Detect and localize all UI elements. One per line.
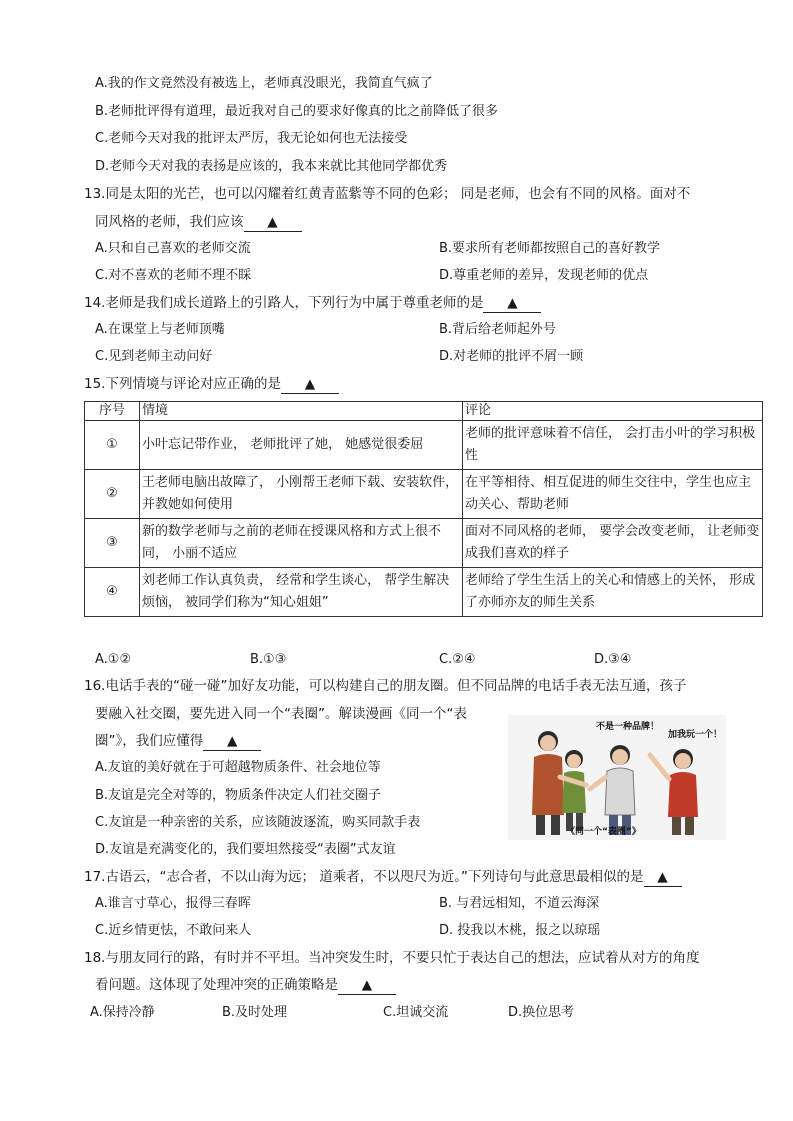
q13-answer-blank[interactable]: ▲ — [244, 214, 302, 232]
q16-stem-line2: 要融入社交圈，要先进入同一个“表圈”。解读漫画《同一个“表 — [95, 706, 467, 722]
cartoon-caption: 《同一个“表圈”》 — [566, 827, 641, 837]
q17-stem-text: 17.古语云，“志合者，不以山海为远； 道乘者，不以咫尺为近。”下列诗句与此意思最相似的是 — [84, 869, 644, 885]
row-number: ④ — [85, 568, 140, 617]
q18-option-c: C.坦诚交流 — [383, 1005, 449, 1020]
q18-option-d: D.换位思考 — [508, 1005, 575, 1020]
q17-option-b: B. 与君远相知，不道云海深 — [439, 896, 600, 911]
q13-option-d: D.尊重老师的差异，发现老师的优点 — [439, 268, 649, 283]
q15-option-d: D.③④ — [594, 652, 632, 667]
q17-answer-blank[interactable]: ▲ — [644, 869, 682, 887]
row-comment: 老师的批评意味着不信任， 会打击小叶的学习积极性 — [463, 421, 763, 470]
table-row — [85, 519, 763, 568]
header-situation: 情境 — [140, 402, 463, 421]
row-situation: 新的数学老师与之前的老师在授课风格和方式上很不同， 小丽不适应 — [140, 519, 463, 568]
q14-option-d: D.对老师的批评不屑一顾 — [439, 349, 584, 364]
row-comment: 在平等相待、相互促进的师生交往中，学生也应主动关心、帮助老师 — [463, 470, 763, 519]
q13-option-a: A.只和自己喜欢的老师交流 — [95, 241, 251, 256]
q15-table — [84, 401, 763, 617]
q12-option-a: A.我的作文竟然没有被选上，老师真没眼光，我简直气疯了 — [95, 76, 433, 91]
q13-option-c: C.对不喜欢的老师不理不睬 — [95, 268, 252, 283]
q16-stem-line3 — [95, 731, 261, 751]
q14-option-c: C.见到老师主动问好 — [95, 349, 213, 364]
row-number: ② — [85, 470, 140, 519]
row-situation: 刘老师工作认真负责， 经常和学生谈心， 帮学生解决烦恼， 被同学们称为“知心姐姐” — [140, 568, 463, 617]
row-number: ③ — [85, 519, 140, 568]
q16-option-b: B.友谊是完全对等的，物质条件决定人们社交圈子 — [95, 788, 382, 803]
q16-answer-blank[interactable]: ▲ — [203, 733, 261, 751]
row-number: ① — [85, 421, 140, 470]
q15-stem-text: 15.下列情境与评论对应正确的是 — [84, 376, 281, 392]
q18-answer-blank[interactable]: ▲ — [338, 977, 396, 995]
q16-option-a: A.友谊的美好就在于可超越物质条件、社会地位等 — [95, 760, 381, 775]
q14-stem-text: 14.老师是我们成长道路上的引路人，下列行为中属于尊重老师的是 — [84, 295, 484, 311]
cartoon-speech-bubble-1: 不是一种品牌！ — [596, 722, 660, 732]
table-row — [85, 470, 763, 519]
cartoon-speech-bubble-2: 加我玩一个！ — [668, 730, 723, 740]
table-row — [85, 421, 763, 470]
q17-stem — [84, 867, 682, 887]
q17-option-c: C.近乡情更怯，不敢问来人 — [95, 923, 252, 938]
q13-stem-line1: 13.同是太阳的光芒，也可以闪耀着红黄青蓝紫等不同的色彩； 同是老师，也会有不同的风格。面对不 — [84, 186, 691, 202]
q14-answer-blank[interactable]: ▲ — [483, 295, 541, 313]
header-comment: 评论 — [463, 402, 763, 421]
table-header-row — [85, 402, 763, 421]
q16-stem-line1: 16.电话手表的“碰一碰”加好友功能，可以构建自己的朋友圈。但不同品牌的电话手表无法互通，孩子 — [84, 678, 687, 694]
q18-stem-text: 看问题。这体现了处理冲突的正确策略是 — [95, 977, 338, 993]
q15-option-c: C.②④ — [439, 652, 476, 667]
row-comment: 老师给了学生生活上的关心和情感上的关怀， 形成了亦师亦友的师生关系 — [463, 568, 763, 617]
header-number: 序号 — [85, 402, 140, 421]
q12-option-d: D.老师今天对我的表扬是应该的，我本来就比其他同学都优秀 — [95, 159, 448, 174]
watch-circle-cartoon — [508, 715, 726, 840]
q18-option-b: B.及时处理 — [222, 1005, 288, 1020]
q15-option-a: A.①② — [95, 652, 132, 667]
q13-stem-text: 同风格的老师，我们应该 — [95, 214, 244, 230]
q13-option-b: B.要求所有老师都按照自己的喜好教学 — [439, 241, 661, 256]
q18-option-a: A.保持冷静 — [90, 1005, 155, 1020]
q12-option-c: C.老师今天对我的批评太严厉，我无论如何也无法接受 — [95, 131, 408, 146]
q17-option-a: A.谁言寸草心，报得三春晖 — [95, 896, 251, 911]
q12-option-b: B.老师批评得有道理，最近我对自己的要求好像真的比之前降低了很多 — [95, 104, 499, 119]
q18-stem-line1: 18.与朋友同行的路，有时并不平坦。当冲突发生时，不要只忙于表达自己的想法，应试着从对方的角度 — [84, 950, 700, 966]
q16-option-c: C.友谊是一种亲密的关系，应该随波逐流，购买同款手表 — [95, 815, 421, 830]
q14-stem — [84, 293, 541, 313]
q13-stem-line2 — [95, 212, 302, 232]
row-comment: 面对不同风格的老师， 要学会改变老师， 让老师变成我们喜欢的样子 — [463, 519, 763, 568]
row-situation: 王老师电脑出故障了， 小刚帮王老师下载、安装软件， 并教她如何使用 — [140, 470, 463, 519]
q15-stem — [84, 374, 339, 394]
q14-option-b: B.背后给老师起外号 — [439, 322, 557, 337]
q17-option-d: D. 投我以木桃，报之以琼瑶 — [439, 923, 601, 938]
q16-option-d: D.友谊是充满变化的，我们要坦然接受“表圈”式友谊 — [95, 842, 396, 857]
q15-answer-blank[interactable]: ▲ — [281, 376, 339, 394]
q16-stem-text: 圈”》，我们应懂得 — [95, 733, 204, 749]
q18-stem-line2 — [95, 975, 396, 995]
row-situation: 小叶忘记带作业， 老师批评了她， 她感觉很委屈 — [140, 421, 463, 470]
q14-option-a: A.在课堂上与老师顶嘴 — [95, 322, 225, 337]
table-row — [85, 568, 763, 617]
q15-option-b: B.①③ — [250, 652, 287, 667]
